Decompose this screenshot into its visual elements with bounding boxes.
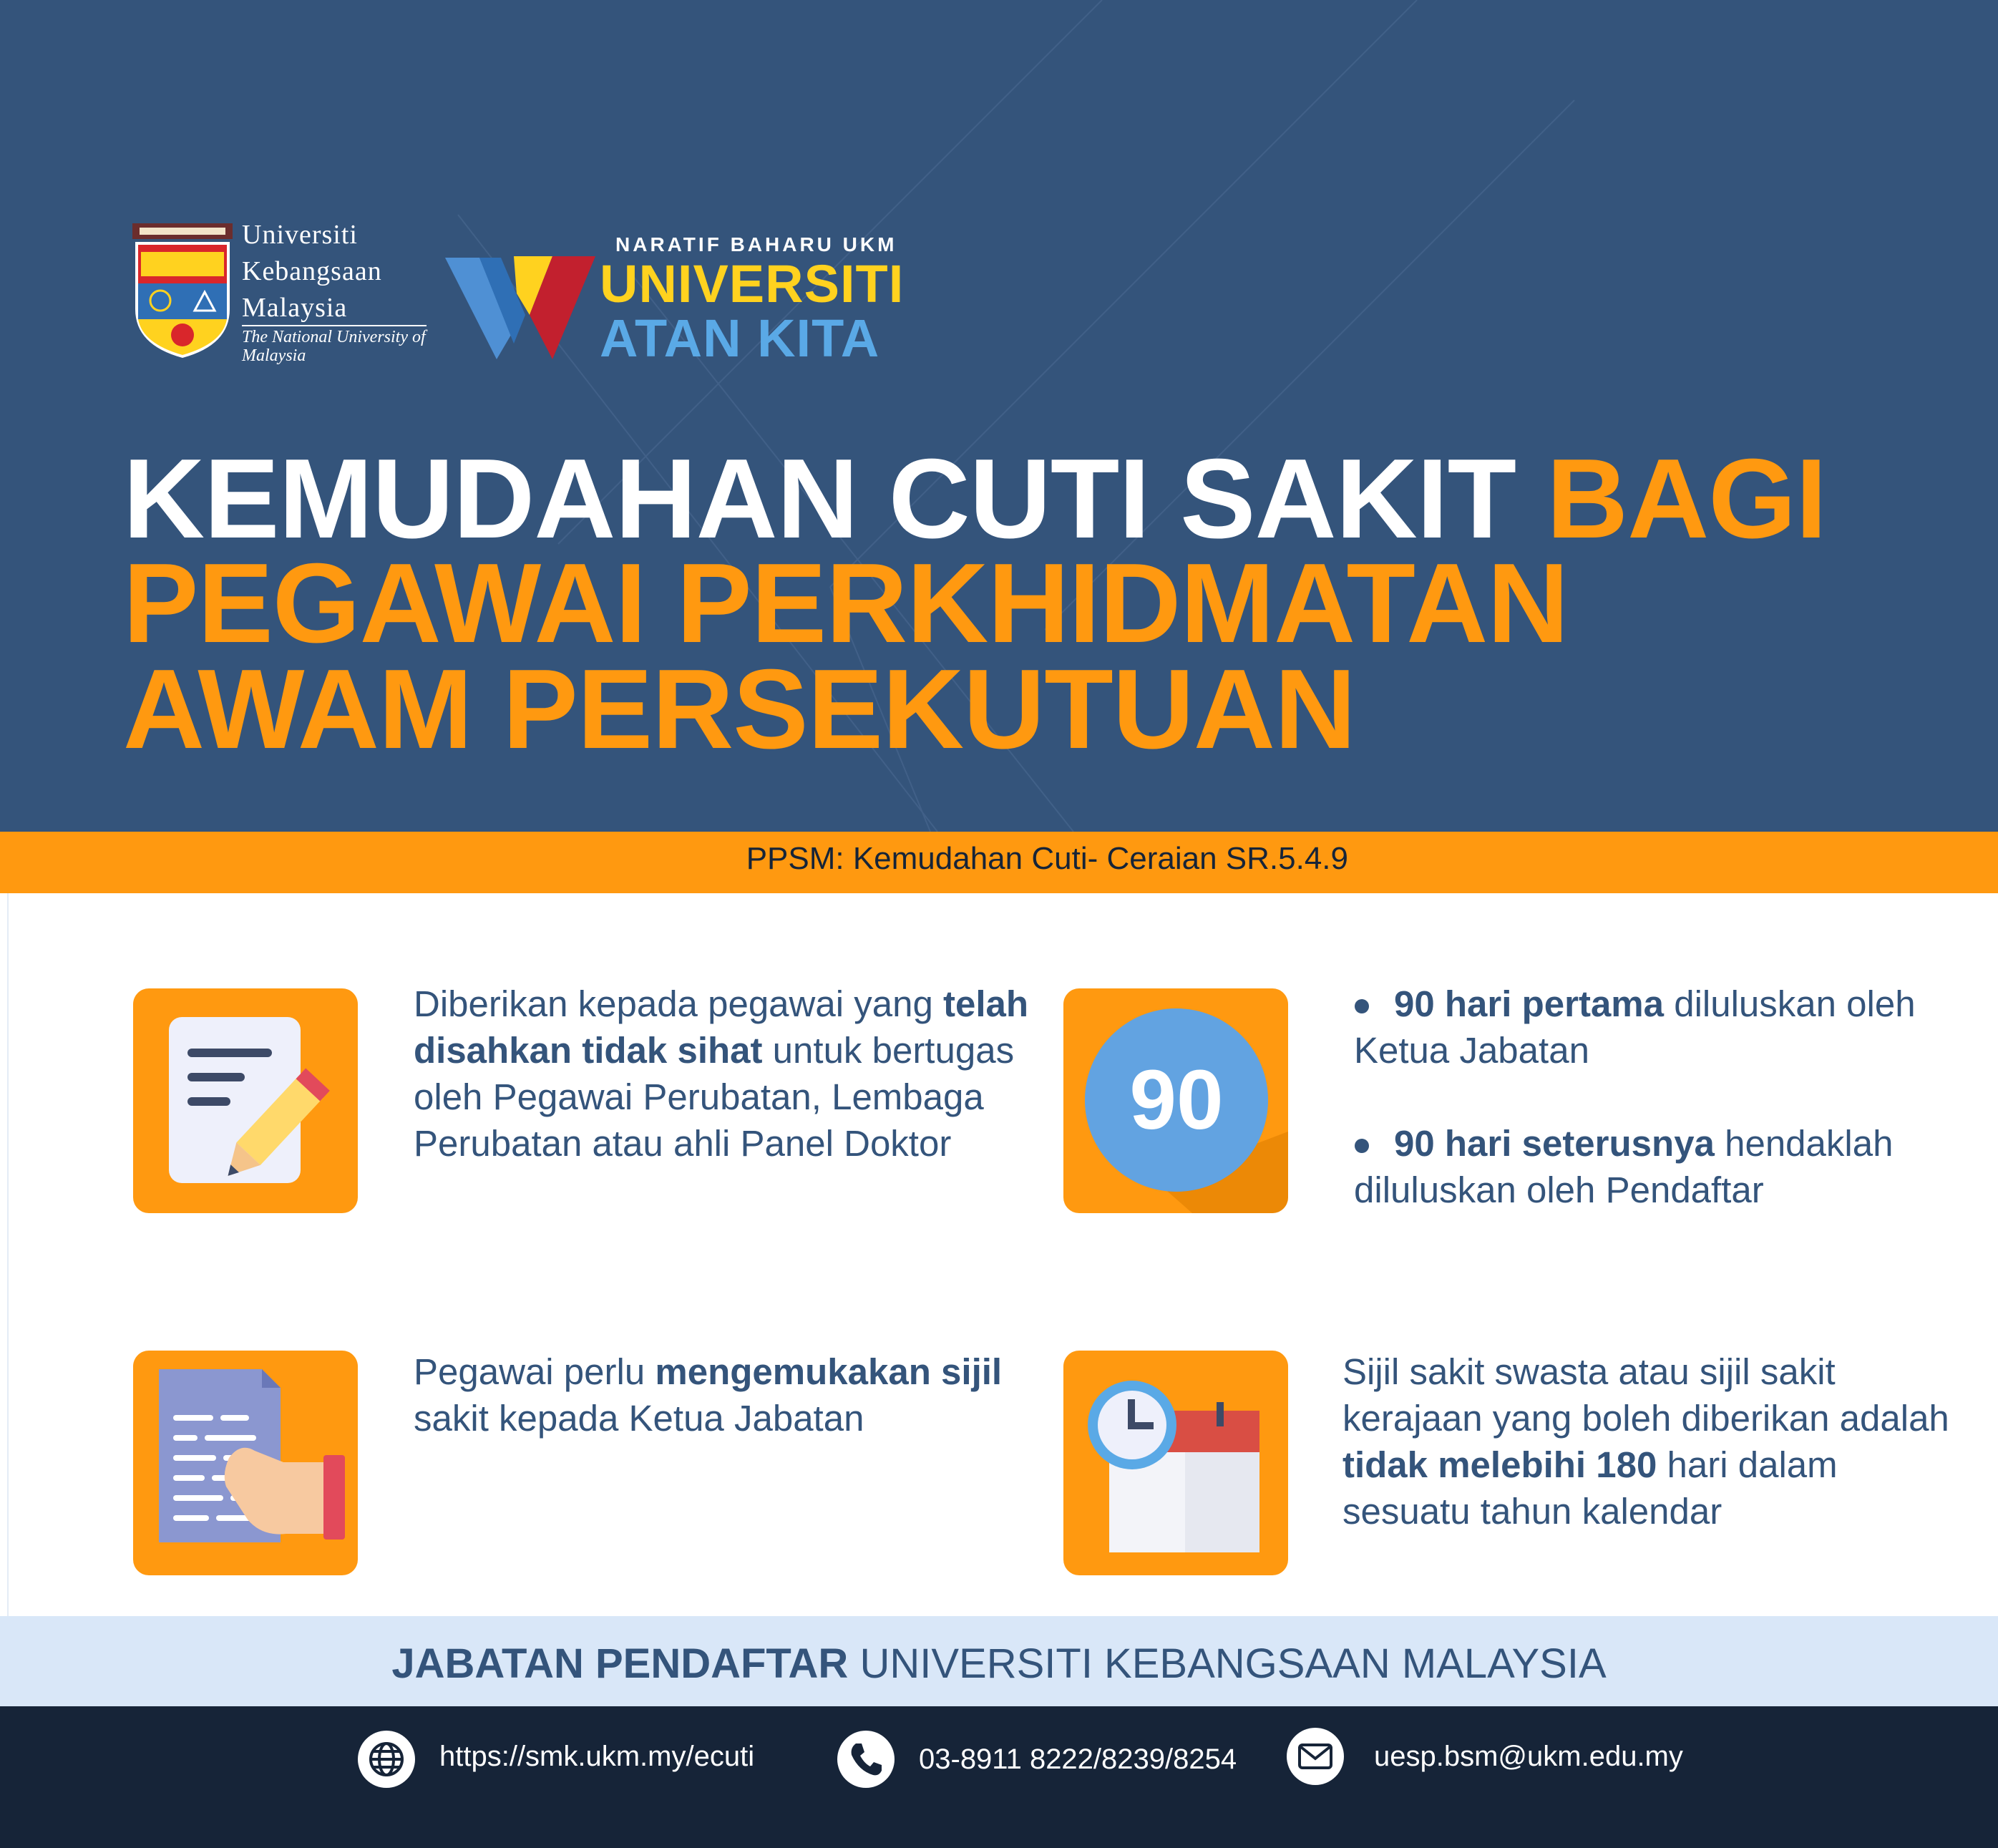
email-icon [1287, 1728, 1344, 1785]
campaign-tagline: NARATIF BAHARU UKM [615, 233, 897, 256]
phone-icon [837, 1731, 895, 1788]
eligibility-text-pre: Diberikan kepada pegawai yang [414, 983, 943, 1024]
department-name [0, 1640, 1998, 1688]
phone-number: 03-8911 8222/8239/8254 [919, 1744, 1237, 1775]
page-title-line2: PEGAWAI PERKHIDMATAN [123, 540, 1569, 666]
ukm-logo-divider [242, 325, 427, 326]
approval-bullet-2 [1354, 1120, 1977, 1213]
certificate-text-pre: Pegawai perlu [414, 1351, 656, 1392]
limit-text-pre: Sijil sakit swasta atau sijil sakit kerajaan yang boleh diberikan adalah [1342, 1351, 1949, 1439]
campaign-word-watan-kita: ATAN KITA [600, 308, 880, 368]
approval-bullet-1 [1354, 981, 1977, 1074]
limit-text [1342, 1348, 1958, 1535]
hand-document-icon [133, 1351, 358, 1575]
hero-banner [0, 0, 1998, 832]
globe-icon [358, 1731, 415, 1788]
eligibility-text [414, 981, 1029, 1167]
approval-tile [1063, 988, 1288, 1213]
badge-number: 90 [1129, 1053, 1224, 1147]
eligibility-text-bold: telah disahkan tidak sihat [414, 983, 1029, 1071]
certificate-text [414, 1348, 1029, 1441]
certificate-text-post: sakit kepada Ketua Jabatan [414, 1398, 864, 1439]
reference-text: PPSM: Kemudahan Cuti- Ceraian SR.5.4.9 [746, 841, 1348, 876]
eligibility-text-post: untuk bertugas oleh Pegawai Perubatan, Lembaga Perubatan atau ahli Panel Doktor [414, 1030, 1015, 1164]
department-bold: JABATAN PENDAFTAR [391, 1640, 849, 1687]
document-pencil-icon [133, 988, 358, 1213]
ukm-crest-logo [132, 223, 233, 359]
ukm-logo-line3: Malaysia [242, 293, 348, 323]
email-link[interactable]: uesp.bsm@ukm.edu.my [1374, 1741, 1683, 1772]
page-title-line3: AWAM PERSEKUTUAN [123, 646, 1356, 772]
ukm-logo-subtitle: The National University of Malaysia [242, 328, 426, 365]
limit-tile [1063, 1351, 1288, 1575]
bullet2-bold: 90 hari seterusnya [1394, 1123, 1715, 1164]
campaign-word-universiti: UNIVERSITI [600, 254, 905, 313]
limit-text-post: hari dalam sesuatu tahun kalendar [1342, 1444, 1838, 1532]
bullet1-bold: 90 hari pertama [1394, 983, 1665, 1024]
ninety-badge-icon [1063, 988, 1288, 1213]
certificate-tile [133, 1351, 358, 1575]
department-rest: UNIVERSITI KEBANGSAAN MALAYSIA [848, 1640, 1607, 1687]
page-title-line1 [123, 436, 1827, 562]
contact-footer [0, 1706, 1998, 1848]
bullet1-rest: diluluskan oleh Ketua Jabatan [1354, 983, 1916, 1071]
eligibility-tile [133, 988, 358, 1213]
title-white-part: KEMUDAHAN CUTI SAKIT [123, 436, 1516, 562]
campaign-w-logo [445, 223, 617, 359]
calendar-clock-icon [1063, 1351, 1288, 1575]
ukm-logo-line1: Universiti [242, 220, 358, 250]
bullet2-rest: hendaklah diluluskan oleh Pendaftar [1354, 1123, 1894, 1210]
website-link[interactable]: https://smk.ukm.my/ecuti [439, 1741, 755, 1772]
ukm-logo-line2: Kebangsaan [242, 256, 382, 286]
certificate-text-bold: mengemukakan sijil [655, 1351, 1003, 1392]
limit-text-bold: tidak melebihi 180 [1342, 1444, 1657, 1485]
title-orange-part: BAGI [1546, 436, 1827, 562]
